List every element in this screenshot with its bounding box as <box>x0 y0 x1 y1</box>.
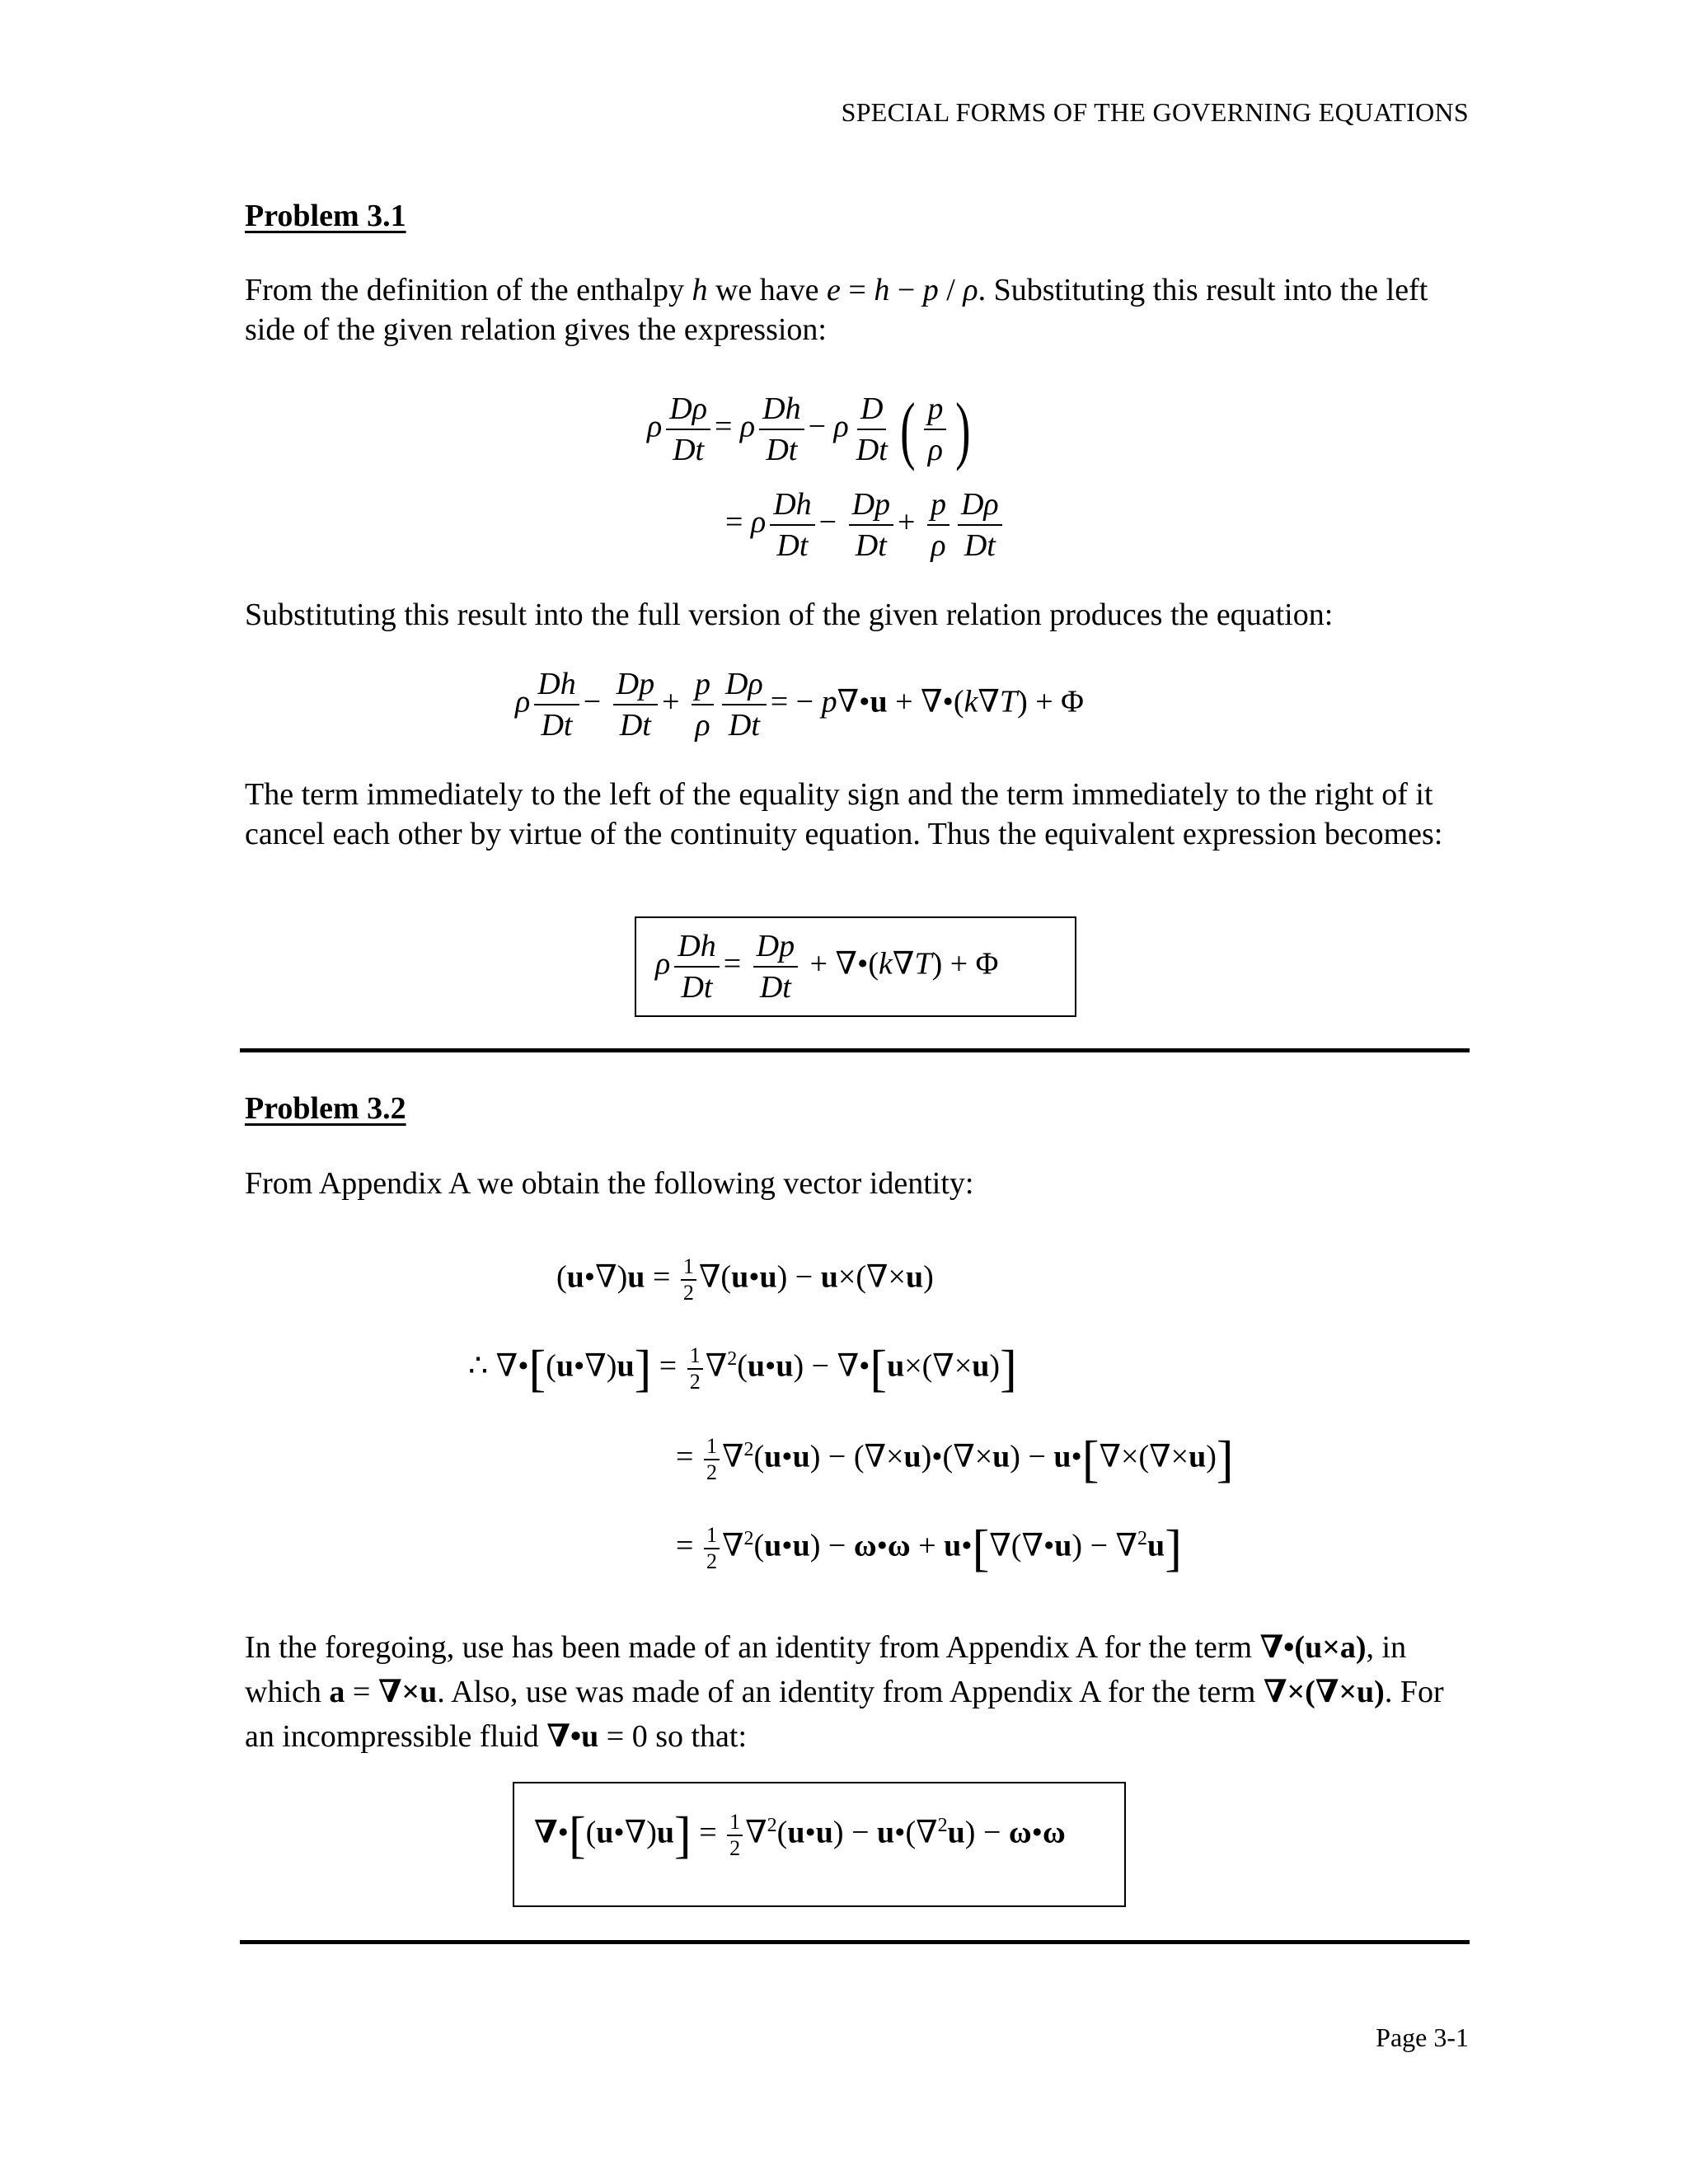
equation-3-1-line2: = ρ $\frac{Dh}{Dt}$ − $\frac{Dp}{Dt}$ + $\frac{p}{\rho}$ $\frac{D\rho}{Dt}$ <box>725 485 1006 565</box>
intro-text-a: From the definition of the enthalpy <box>245 273 692 307</box>
para2-text-a: In the foregoing, use has been made of an identity from Appendix A for the term <box>245 1630 1260 1665</box>
problem-3-1-title: Problem 3.1 <box>245 199 406 233</box>
problem-3-1-para3: The term immediately to the left of the equality sign and the term immediately to the right of it cancel each other by virtue of the continuity equation. Thus the equivalent expression becomes: <box>245 777 1443 851</box>
equation-3-1-line1: ρ $\frac{D\rho}{Dt}$ = ρ $\frac{Dh}{Dt}$ − ρ $\frac{D}{Dt}$ ( $\frac{p}{\rho}$ ) <box>647 387 971 471</box>
problem-3-2-para2: In the foregoing, use has been made of an identity from Appendix A for the term ∇•(u×a), in which a = ∇×u. Also, use was made of an identity from Appendix A for the term ∇×(∇×u). For an incompressible fluid ∇•u = 0 so that: <box>245 1630 1444 1754</box>
problem-3-2-title: Problem 3.2 <box>245 1091 406 1126</box>
equation-3-2-line1: (u•∇)u = $\frac{1}{2}$ ∇(u•u) − u×(∇×u) <box>556 1254 934 1305</box>
equation-3-2-line4: = $\frac{1}{2}$ ∇$^2$(u•u) − ω•ω + u•[∇(∇•u) − ∇$^2$u] <box>676 1521 1182 1577</box>
section-divider-1 <box>240 1048 1470 1052</box>
equation-3-2-line3: = $\frac{1}{2}$ ∇$^2$(u•u) − (∇×u)•(∇×u) − u•[∇×(∇×u)] <box>676 1432 1234 1488</box>
para2-text-e: so that: <box>647 1719 748 1754</box>
intro-text-b: we have <box>707 273 827 307</box>
symbol-h: h <box>692 273 708 307</box>
equation-3-2-line2: ∴ ∇•[(u•∇)u] = $\frac{1}{2}$ ∇$^2$(u•u) − ∇•[u×(∇×u)] <box>468 1341 1017 1397</box>
para2-text-c: . Also, use was made of an identity from Appendix A for the term <box>437 1675 1264 1709</box>
running-header: SPECIAL FORMS OF THE GOVERNING EQUATIONS <box>841 97 1469 127</box>
page-number: Page 3-1 <box>1376 2022 1469 2052</box>
para2-text-b: , in which <box>245 1630 1407 1709</box>
equation-e-definition: e <box>827 273 841 307</box>
intro-text-c: . Substituting this result into the left side of the given relation gives the expression: <box>245 273 1428 347</box>
section-divider-2 <box>240 1940 1470 1944</box>
equation-3-1-result: ρ $\frac{Dh}{Dt}$ = $\frac{Dp}{Dt}$ + ∇•(k∇T) + Φ <box>655 926 998 1007</box>
problem-3-2-para1: From Appendix A we obtain the following vector identity: <box>245 1166 974 1201</box>
equation-3-2-result: ∇•[(u•∇)u] = $\frac{1}{2}$ ∇$^2$(u•u) − u•(∇$^2$u) − ω•ω <box>534 1807 1066 1863</box>
problem-3-1-para2: Substituting this result into the full version of the given relation produces the equation: <box>245 598 1334 632</box>
para2-text-d: . For an incompressible fluid <box>245 1675 1444 1754</box>
problem-3-1-intro: From the definition of the enthalpy h we have e = h − p / ρ. Substituting this result into the left side of the given relation gives the expression: <box>245 273 1428 347</box>
equation-3-1-full-relation: ρ $\frac{Dh}{Dt}$ − $\frac{Dp}{Dt}$ + $\frac{p}{\rho}$ $\frac{D\rho}{Dt}$ = − p∇•u + ∇•(k∇T) + Φ <box>515 664 1084 745</box>
